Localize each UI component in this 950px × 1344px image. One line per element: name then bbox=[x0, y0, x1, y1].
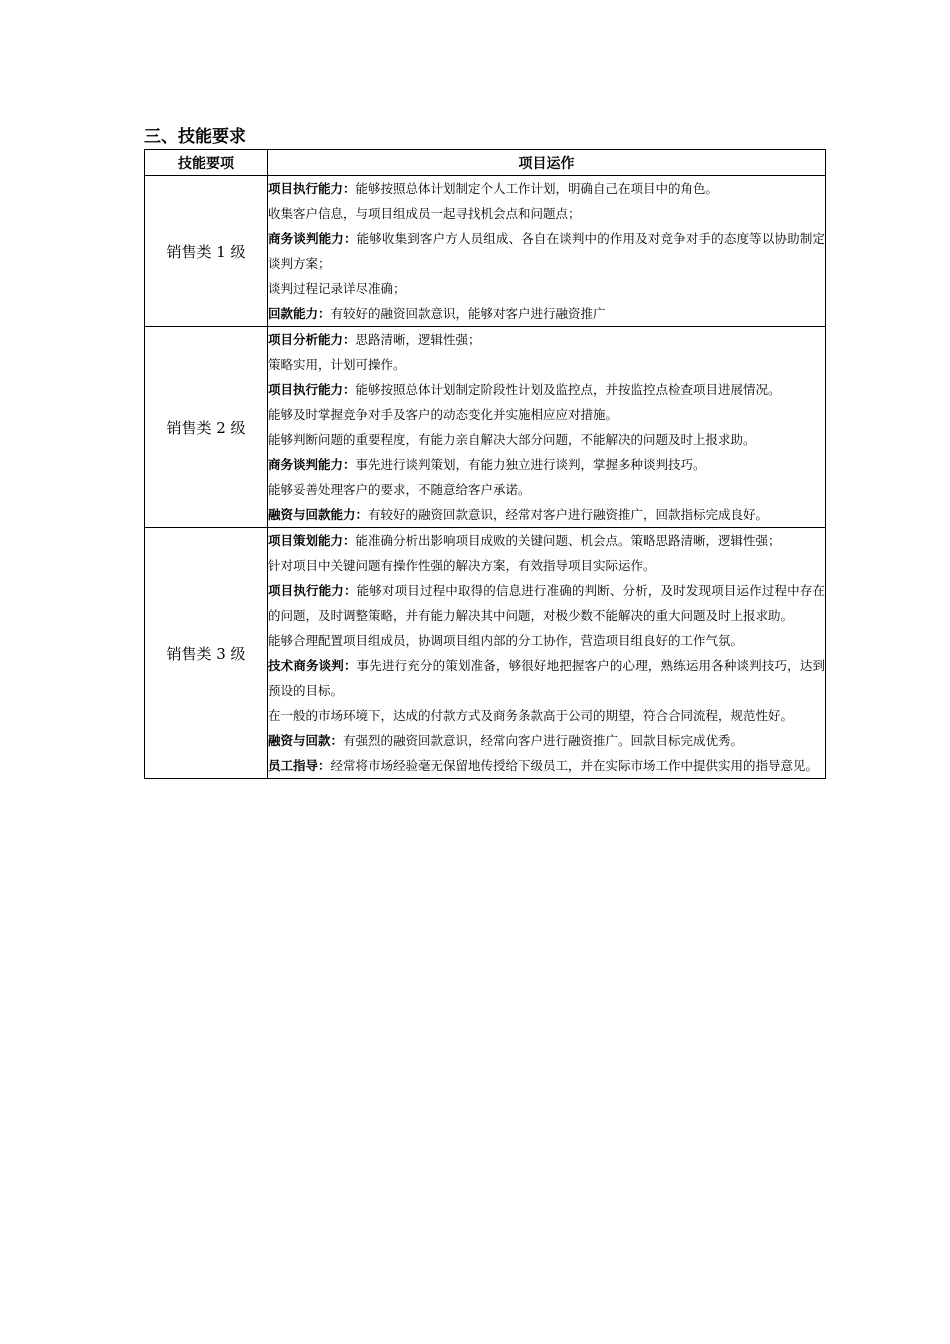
ability-label: 融资与回款能力： bbox=[268, 507, 369, 522]
ability-text: 有较好的融资回款意识，能够对客户进行融资推广 bbox=[330, 306, 606, 321]
ability-text: 在一般的市场环境下，达成的付款方式及商务条款高于公司的期望，符合合同流程，规范性好。 bbox=[268, 708, 794, 723]
ability-text: 能准确分析出影响项目成败的关键问题、机会点。策略思路清晰，逻辑性强； bbox=[355, 533, 781, 548]
description-paragraph bbox=[268, 528, 825, 553]
description-paragraph bbox=[268, 427, 825, 452]
description-paragraph bbox=[268, 201, 825, 226]
table-row bbox=[145, 528, 826, 779]
ability-text: 有强烈的融资回款意识，经常向客户进行融资推广。回款目标完成优秀。 bbox=[343, 733, 744, 748]
description-paragraph bbox=[268, 276, 825, 301]
description-paragraph bbox=[268, 628, 825, 653]
description-paragraph bbox=[268, 226, 825, 276]
skills-table bbox=[144, 149, 826, 779]
description-paragraph bbox=[268, 753, 825, 778]
ability-text: 事先进行充分的策划准备，够很好地把握客户的心理，熟练运用各种谈判技巧，达到预设的目标。 bbox=[268, 658, 825, 698]
ability-text: 能够收集到客户方人员组成、各自在谈判中的作用及对竞争对手的态度等以协助制定谈判方案； bbox=[268, 231, 825, 271]
ability-text: 能够按照总体计划制定阶段性计划及监控点，并按监控点检查项目进展情况。 bbox=[355, 382, 781, 397]
table-row bbox=[145, 327, 826, 528]
ability-label: 技术商务谈判： bbox=[268, 658, 357, 673]
description-paragraph bbox=[268, 402, 825, 427]
ability-label: 员工指导： bbox=[268, 758, 331, 773]
description-paragraph bbox=[268, 728, 825, 753]
description-paragraph bbox=[268, 301, 825, 326]
skill-level-cell: 销售类 1 级 bbox=[145, 176, 268, 327]
skill-description-cell bbox=[268, 327, 826, 528]
ability-label: 项目执行能力： bbox=[268, 583, 357, 598]
ability-text: 针对项目中关键问题有操作性强的解决方案，有效指导项目实际运作。 bbox=[268, 558, 656, 573]
ability-text: 能够合理配置项目组成员，协调项目组内部的分工协作，营造项目组良好的工作气氛。 bbox=[268, 633, 744, 648]
ability-text: 思路清晰，逻辑性强； bbox=[355, 332, 481, 347]
ability-text: 谈判过程记录详尽准确； bbox=[268, 281, 406, 296]
table-row bbox=[145, 176, 826, 327]
ability-label: 商务谈判能力： bbox=[268, 457, 356, 472]
skill-description-cell bbox=[268, 528, 826, 779]
table-header-row bbox=[145, 150, 826, 176]
ability-text: 收集客户信息，与项目组成员一起寻找机会点和问题点； bbox=[268, 206, 581, 221]
ability-text: 经常将市场经验毫无保留地传授给下级员工，并在实际市场工作中提供实用的指导意见。 bbox=[330, 758, 819, 773]
description-paragraph bbox=[268, 452, 825, 477]
ability-label: 项目策划能力： bbox=[268, 533, 356, 548]
header-project-operation: 项目运作 bbox=[268, 150, 826, 176]
description-paragraph bbox=[268, 653, 825, 703]
skill-level-cell: 销售类 2 级 bbox=[145, 327, 268, 528]
ability-text: 能够按照总体计划制定个人工作计划，明确自己在项目中的角色。 bbox=[355, 181, 719, 196]
ability-label: 项目执行能力： bbox=[268, 181, 356, 196]
description-paragraph bbox=[268, 477, 825, 502]
ability-label: 回款能力： bbox=[268, 306, 331, 321]
ability-text: 能够判断问题的重要程度，有能力亲自解决大部分问题，不能解决的问题及时上报求助。 bbox=[268, 432, 756, 447]
ability-label: 项目执行能力： bbox=[268, 382, 356, 397]
header-skill-item: 技能要项 bbox=[145, 150, 268, 176]
description-paragraph bbox=[268, 352, 825, 377]
ability-label: 项目分析能力： bbox=[268, 332, 356, 347]
description-paragraph bbox=[268, 703, 825, 728]
section-title: 三、技能要求 bbox=[144, 127, 246, 147]
ability-label: 融资与回款： bbox=[268, 733, 344, 748]
description-paragraph bbox=[268, 553, 825, 578]
description-paragraph bbox=[268, 176, 825, 201]
ability-label: 商务谈判能力： bbox=[268, 231, 357, 246]
skill-description-cell bbox=[268, 176, 826, 327]
ability-text: 事先进行谈判策划，有能力独立进行谈判，掌握多种谈判技巧。 bbox=[355, 457, 706, 472]
description-paragraph bbox=[268, 377, 825, 402]
skill-level-cell: 销售类 3 级 bbox=[145, 528, 268, 779]
description-paragraph bbox=[268, 327, 825, 352]
ability-text: 能够及时掌握竞争对手及客户的动态变化并实施相应应对措施。 bbox=[268, 407, 619, 422]
ability-text: 能够妥善处理客户的要求，不随意给客户承诺。 bbox=[268, 482, 531, 497]
ability-text: 有较好的融资回款意识，经常对客户进行融资推广，回款指标完成良好。 bbox=[368, 507, 769, 522]
description-paragraph bbox=[268, 502, 825, 527]
ability-text: 策略实用，计划可操作。 bbox=[268, 357, 406, 372]
ability-text: 能够对项目过程中取得的信息进行准确的判断、分析，及时发现项目运作过程中存在的问题，及时调整策略，并有能力解决其中问题，对极少数不能解决的重大问题及时上报求助。 bbox=[268, 583, 825, 623]
description-paragraph bbox=[268, 578, 825, 628]
